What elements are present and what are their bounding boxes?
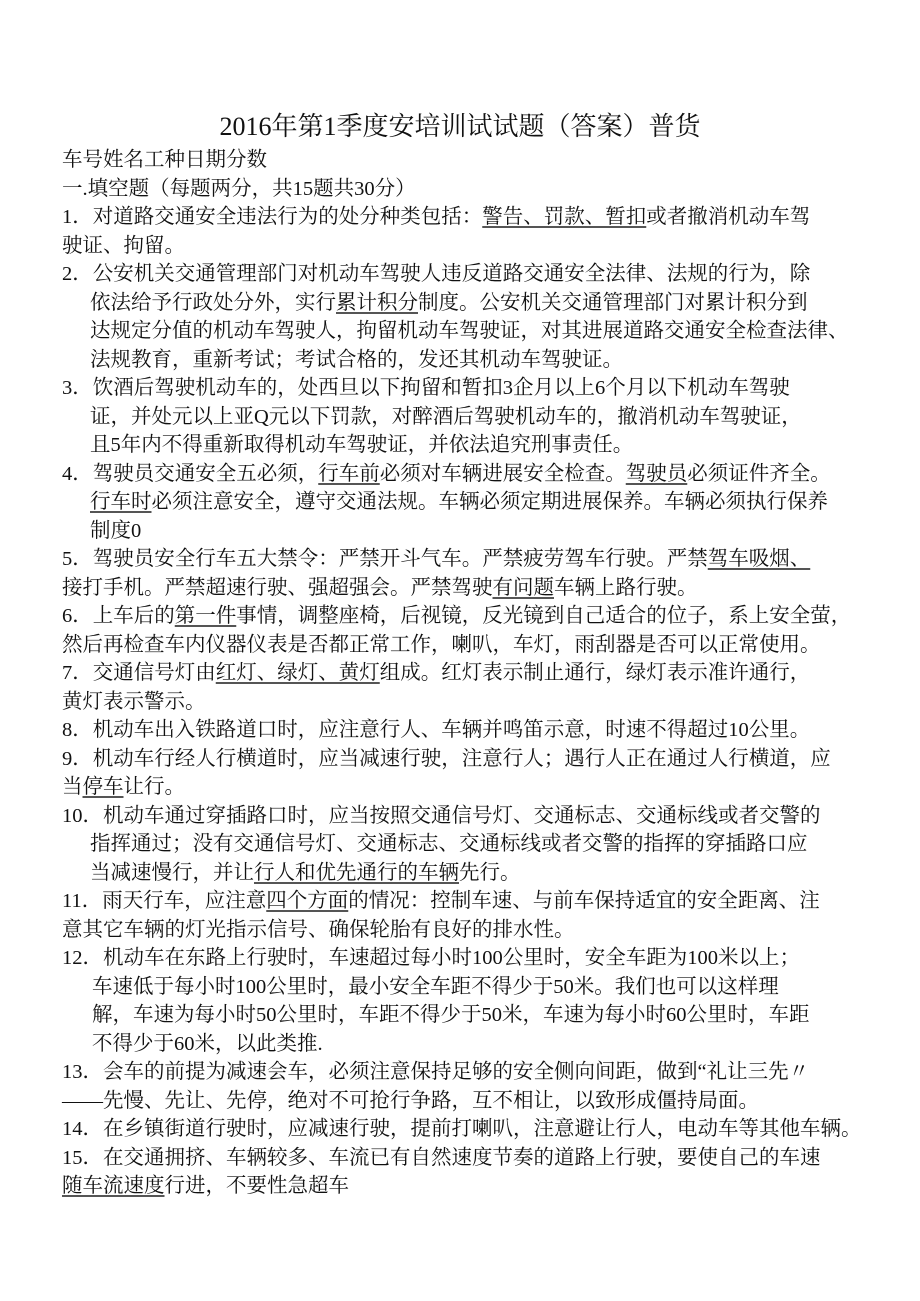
- text-line: [62, 659, 872, 688]
- text-line: [62, 232, 872, 261]
- answer-underlined: 行车时: [90, 491, 152, 513]
- text-line: [62, 887, 872, 916]
- text-line: [62, 1058, 872, 1087]
- text-segment: 1．对道路交通安全违法行为的处分种类包括：: [62, 206, 483, 228]
- text-segment: 证，并处元以上亚Q元以下罚款，对醉酒后驾驶机动车的，撤消机动车驾驶证，: [90, 405, 802, 428]
- text-segment: 组成。红灯表示制止通行，绿灯表示准许通行，: [379, 662, 811, 684]
- text-segment: 解，车速为每小时50公里时，车距不得少于50米，车速为每小时60公里时，车距: [92, 1004, 810, 1026]
- answer-underlined: 四个方面: [266, 890, 349, 912]
- section-heading: [62, 175, 872, 204]
- text-line: [62, 830, 872, 859]
- text-line: [62, 1030, 872, 1059]
- text-line: [62, 688, 872, 717]
- text-line: [62, 773, 872, 802]
- text-segment: 车号姓名工种日期分数: [62, 149, 267, 171]
- text-segment: 事情，调整座椅，后视镜，反光镜到自己适合的位子，系上安全萤，: [236, 605, 852, 627]
- text-line: [62, 346, 872, 375]
- header-fields-line: [62, 146, 872, 175]
- answer-underlined: 有问题: [492, 576, 554, 599]
- text-line: [62, 1087, 872, 1116]
- answer-underlined: 警告、罚款、暂扣: [482, 206, 647, 228]
- text-line: [62, 574, 872, 603]
- text-line: [62, 517, 872, 546]
- text-segment: 制度0: [90, 519, 142, 542]
- text-line: [62, 289, 872, 318]
- text-segment: 制度。公安机关交通管理部门对累计积分到: [418, 291, 808, 314]
- answer-underlined: 红灯、绿灯、黄灯: [215, 662, 380, 684]
- answer-underlined: 停车: [82, 776, 124, 798]
- text-segment: 必须注意安全，遵守交通法规。车辆必须定期进展保养。车辆必须执行保养: [151, 491, 828, 513]
- text-segment: 8．机动车出入铁路道口时，应注意行人、车辆并鸣笛示意，时速不得超过10公里。: [62, 719, 811, 741]
- text-line: [62, 403, 872, 432]
- text-segment: 黄灯表示警示。: [62, 690, 206, 713]
- text-segment: 14．在乡镇街道行驶时，应减速行驶，提前打喇叭，注意避让行人，电动车等其他车辆。: [62, 1118, 862, 1140]
- text-line: [62, 859, 872, 888]
- text-line: [62, 973, 872, 1002]
- answer-underlined: 随车流速度: [62, 1175, 165, 1197]
- answer-underlined: 驾车吸烟、: [707, 548, 811, 570]
- text-segment: 不得少于60米，以此类推.: [92, 1032, 323, 1055]
- text-segment: 让行。: [123, 776, 185, 798]
- text-segment: 法规教育，重新考试；考试合格的，发还其机动车驾驶证。: [90, 348, 623, 371]
- text-segment: 先行。: [459, 861, 521, 884]
- text-line: [62, 488, 872, 517]
- answer-underlined: 累计积分: [336, 291, 418, 314]
- answer-underlined: 行人和优先通行的车辆: [254, 861, 459, 884]
- text-line: [62, 460, 872, 489]
- text-segment: 3．饮酒后驾驶机动车的，处西旦以下拘留和暂扣3企月以上6个月以下机动车驾驶: [62, 377, 790, 399]
- text-segment: 必须对车辆进展安全检查。: [379, 462, 626, 485]
- text-line: [62, 944, 872, 973]
- text-segment: 当: [62, 776, 83, 798]
- document-body: [62, 146, 872, 1201]
- answer-underlined: 行车前: [318, 462, 380, 485]
- text-segment: 一.填空题（每题两分，共15题共30分）: [62, 177, 416, 200]
- text-segment: 接打手机。严禁超速行驶、强超强会。严禁驾驶: [62, 576, 493, 599]
- text-line: [62, 317, 872, 346]
- text-line: [62, 802, 872, 831]
- text-segment: 12．机动车在东路上行驶时，车速超过每小时100公里时，安全车距为100米以上；: [62, 947, 800, 969]
- text-segment: 7．交通信号灯由: [62, 662, 216, 684]
- text-segment: 指挥通过；没有交通信号灯、交通标志、交通标线或者交警的指挥的穿插路口应: [90, 833, 808, 855]
- text-line: [62, 1001, 872, 1030]
- text-line: [62, 916, 872, 945]
- text-segment: 然后再检查车内仪器仪表是否都正常工作，喇叭，车灯，雨刮器是否可以正常使用。: [62, 633, 821, 656]
- text-segment: 达规定分值的机动车驾驶人，拘留机动车驾驶证，对其进展道路交通安全检查法律、: [90, 320, 849, 342]
- text-line: [62, 431, 872, 460]
- text-line: [62, 374, 872, 403]
- text-segment: 5．驾驶员安全行车五大禁令：严禁开斗气车。严禁疲劳驾车行驶。严禁: [62, 548, 708, 570]
- text-segment: 车速低于每小时100公里时，最小安全车距不得少于50米。我们也可以这样理: [92, 975, 779, 998]
- text-segment: 意其它车辆的灯光指示信号、确保轮胎有良好的排水性。: [62, 918, 575, 941]
- text-segment: 必须证件齐全。: [687, 462, 831, 485]
- text-line: [62, 745, 872, 774]
- text-line: [62, 545, 872, 574]
- text-segment: 车辆上路行驶。: [554, 576, 698, 599]
- text-line: [62, 602, 872, 631]
- text-segment: 6．上车后的: [62, 605, 175, 627]
- text-segment: 或者撤消机动车驾: [646, 206, 811, 228]
- text-segment: 驶证、拘留。: [62, 234, 185, 257]
- document-title: 2016年第1季度安培训试试题（答案）普货: [219, 112, 701, 141]
- text-line: [62, 1115, 872, 1144]
- text-line: [62, 203, 872, 232]
- text-line: [62, 260, 872, 289]
- text-line: [62, 1144, 872, 1173]
- text-segment: 4．驾驶员交通安全五必须，: [62, 462, 319, 485]
- answer-underlined: 第一件: [174, 605, 237, 627]
- text-line: [62, 631, 872, 660]
- text-segment: 9．机动车行经人行横道时，应当减速行驶，注意行人；遇行人正在通过人行横道，应: [62, 747, 831, 770]
- text-segment: 15．在交通拥挤、车辆较多、车流已有自然速度节奏的道路上行驶，要使自己的车速: [62, 1146, 821, 1169]
- text-segment: 13．会车的前提为减速会车，必须注意保持足够的安全侧向间距，做到“礼让三先〃: [62, 1061, 810, 1083]
- text-segment: 11．雨天行车，应注意: [62, 890, 267, 912]
- text-segment: 当减速慢行，并让: [90, 861, 254, 884]
- text-segment: 10．机动车通过穿插路口时，应当按照交通信号灯、交通标志、交通标线或者交警的: [62, 804, 821, 827]
- text-line: [62, 716, 872, 745]
- text-segment: 的情况：控制车速、与前车保持适宜的安全距离、注: [348, 890, 820, 912]
- text-segment: 行进，不要性急超车: [164, 1175, 349, 1197]
- text-segment: 依法给予行政处分外，实行: [90, 291, 336, 314]
- answer-underlined: 驾驶员: [625, 462, 688, 485]
- text-segment: 2．公安机关交通管理部门对机动车驾驶人违反道路交通安全法律、法规的行为，除: [62, 263, 811, 285]
- text-line: [62, 1172, 872, 1201]
- text-segment: ——先慢、先让、先停，绝对不可抢行争路，互不相让，以致形成僵持局面。: [62, 1089, 759, 1112]
- text-segment: 且5年内不得重新取得机动车驾驶证，并依法追究刑事责任。: [90, 434, 634, 456]
